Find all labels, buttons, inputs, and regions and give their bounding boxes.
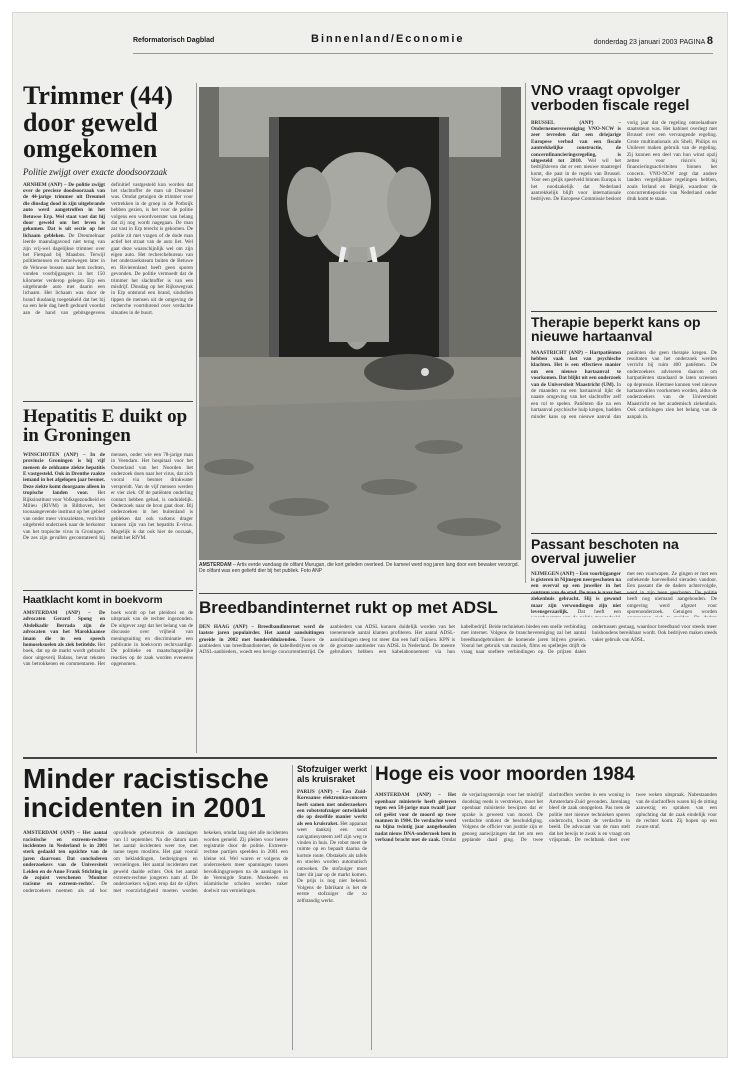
article-minder (23, 765, 288, 1050)
lead-paragraph: DEN HAAG (ANP) – Breedbandinternet werd de laatste jaren populairder. Het aantal aansluitingen groeide in 2002 met honderdduizenden. (199, 623, 324, 643)
article-body (531, 350, 717, 420)
body-text: De onderzoekers noemen als ad hoc opvallende gebeurtenis de aanslagen van 11 september. Na die datum nam het aantal incidenten weer toe, met name tegen moslims. Het gaat vooral om bekladdingen, bedreigingen en vernielingen. Het aantal incidenten met geweld daalde echter. Ook het aantal extreem-rechtse jongeren nam af. De onderzoekers wijzen erop dat de cijfers met voorzichtigheid moeten worden bekeken, omdat lang niet alle incidenten worden gemeld. Zij pleiten voor betere registratie door de politie. Extreem-rechtse partijen speelden in 2001 een kleine rol. Wel waren er volgens de onderzoekers meer spanningen tussen bevolkingsgroepen na de aanslagen in de Verenigde Staten. Moskeeën en islamitische scholen werden vaker doelwit van vernielingen. (23, 830, 288, 894)
issue-date: donderdag 23 januari 2003 PAGINA 8 (593, 35, 713, 47)
body-text: Wel wil het bedrijfsleven dat er een nieuwe maatregel komt, die past in de regels van Brussel. Voor een gelijk speelveld binnen Europa is het noodzakelijk dat Nederland aantrekkelijk blijft voor internationale bedrijven. De Europese Commissie besloot vorig jaar dat de regeling ontoelaatbare staatssteun was. Het kabinet overlegt met Brussel over een vervangende regeling. Grote multinationals als Shell, Philips en Unilever maken gebruik van de regeling. Zij kunnen een deel van hun winst opzij zetten voor risico's bij financieringsactiviteiten binnen het concern. VNO-NCW zegt dat andere landen vergelijkbare regelingen hebben, zoals Ierland en België, waardoor de concurrentiepositie van Nederland onder druk komt te staan. (531, 119, 717, 203)
caption-label: AMSTERDAM (199, 562, 232, 568)
elephant-image (199, 87, 521, 560)
lead-paragraph: NIJMEGEN (ANP) – Een voorbijganger is gisteren in Nijmegen neergeschoten na een overval op een juwelier in het ziekenhuis gebracht. Hij is gewond maar zijn verwondingen zijn niet levensgevaarlijk. (531, 570, 621, 615)
article-vno (531, 83, 717, 308)
lead-paragraph: WINSCHOTEN (ANP) – In de provincie Groningen is bij vijf mensen de zeldzame ziekte hepatitis E vastgesteld. Ook in Drenthe raakte iemand in het afgelopen jaar besmet. Deze ziekte komt doorgaans alleen in tropische landen voor. (23, 451, 105, 497)
body-text: De Dreumelnaar leerde maandagavond niet terug van zijn vrij-wel dagelijkse trimtoer over het Fietspad bij Maasbos. Terwijl politiemensen en hemelwegen later in de Veluwse bossen naar hem zochten, vonden voorbijgangers in het 150 kilometer verderop gelegen Erp een uitgebrande auto met daarin een lichaam. Het lichaam was door de brand dusdanig toegetakeld dat het bij na een hele dag heeft geduurd voordat aan de hand van gebitsgegevens definitief vastgesteld kon worden dat het slachtoffer de man uit Dreumel was. Omdat getuigen de trimmer voor vertrekken in de groep in de Potbuijk hebben gezien, is het voor de politie volgens een woordvoerster van belang dat zij nog wordt nagegaan. De man zat vast in Erp terecht is gekomen. De politie zit met vragen of de dode man actief het straat van de auto liet. Wel gaat deze waarschijnlijk wel om zijn eigen auto. Het recherchebureau van het onderzoeksteam buiten de Betuwe en Rivierenland heeft geen sporen gevonden. De politie vermoedt dat de trimmer het slachtoffer is van een misdrijf. Dinsdag op het Rijkswegvak in Erp ontstond een brand, sindsdien tippen de mensen uit de omgeving de recherche voortdurend over verdachte situaties in de buurt. (23, 181, 193, 316)
divider (199, 593, 717, 594)
column-divider (292, 765, 293, 1050)
divider (23, 757, 717, 759)
headline: VNO vraagt opvolger verboden fiscale regel (531, 83, 690, 115)
lead-paragraph: AMSTERDAM (ANP) – De advocaten Gerard Spong en Abdelkadir Berrada zijn de advocaten van het Marokkaanse imam die in een speech homoseksuelen als ziek betitelde. (23, 610, 105, 649)
lead-paragraph: BRUSSEL (ANP) – Ondernemersvereniging VNO-NCW is zeer tevreden dat een driejarige Europese verbod van een fiscale aantrekkelijke constructie, de concernfinancieringsregeling, is uitgesteld tot 2010. (531, 119, 621, 165)
divider (531, 533, 717, 534)
masthead (133, 31, 713, 54)
article-adsl (199, 593, 717, 753)
article-body (531, 120, 717, 203)
caption-text: – Artis eerde vandaag de olifant Murugan, die kort geleden overleed. De kameel werd nog jaren lang door een bewaker verzorgd. De olifant was een geliefd dier bij het publiek. Foto ANP (199, 562, 519, 574)
article-body (23, 610, 193, 668)
body-text: Het apparaat weet dankzij een soort navigatiesysteem zelf zijn weg te vinden in huis. De robot meet de ruimte op en bepaalt daarna de kortste route. Obstakels als tafels en stoelen worden automatisch ontweken. De stofzuiger moet later dit jaar op de markt komen. De prijs is nog niet bekend. Volgens de fabrikant is het de eerste stofzuiger die zo zelfstandig werkt. (297, 820, 367, 904)
article-hepatitis (23, 407, 193, 587)
body-text: In de maanden na een hartaanval lijkt de naaste omgeving van het slachtoffer zelf een rol te spelen. Patiënten die na een hartaanval psychische hulp kregen, hadden minder kans op een nieuwe aanval dan patiënten die geen therapie kregen. De resultaten van het onderzoek werden verricht bij ruim 400 patiënten. De onderzoekers adviseren daarom om hartpatiënten standaard te laten screenen op depressie. Hiermee kunnen veel nieuwe hartaanvallen voorkomen worden, aldus de onderzoekers van de Universiteit Maastricht en het academisch ziekenhuis. Ook cardiologen zien het belang van de aanpak in. (531, 349, 717, 420)
elephant-photo (199, 87, 521, 560)
lead-paragraph: MAASTRICHT (ANP) – Hartpatiënten hebben vaak last van psychische klachten. Het is een effectieve manier om een nieuwe hartaanval te voorkomen. Dat blijkt uit een onderzoek van de Universiteit Maastricht (UM). (531, 349, 621, 388)
article-stofzuiger (297, 765, 367, 1050)
lead-paragraph: PARIJS (ANP) – Een Zuid-Koreaanse elektronica-concern heeft samen met onderzoekers een robotstofzuiger ontwikkeld die op dezelfde manier werkt als een kruisraket. (297, 788, 367, 827)
body-text: Het boek, dat op de markt wordt gebracht door uitgeverij Balans, bevat teksten van betrokkenen en commentaren. Het boek wordt op het pleidooi en de uitspraak van de rechter ingezonden. De uitgever zegt dat het belang van de discussie over vrijheid van meningsuiting en discriminatie een publicatie in boekvorm rechtvaardigt. De politieke en maatschappelijke reacties op de zaak worden eveneens opgenomen. (23, 610, 193, 668)
page-number: 8 (706, 35, 713, 47)
lead-paragraph: ARNHEM (ANP) – De politie zwijgt over de precieze doodsoorzaak van de 44-jarige trimmer uit Dreumel die dinsdag dood in zijn uitgebrande auto werd aangetroffen in het Betuwse Erp. Wel staat vast dat hij door geweld om het leven is gekomen. Dat is uit sectie op het lichaam gebleken. (23, 181, 105, 239)
article-body (23, 452, 193, 542)
headline: Haatklacht komt in boekvorm (23, 595, 163, 606)
article-haatklacht (23, 595, 193, 747)
article-therapie (531, 315, 717, 530)
headline: Hoge eis voor moorden 1984 (375, 765, 635, 785)
article-body (375, 792, 717, 843)
divider (531, 311, 717, 312)
headline: Stofzuiger werkt als kruisraket (297, 765, 367, 784)
column-divider (525, 83, 526, 583)
article-hoge-eis (375, 765, 717, 1050)
lead-paragraph: AMSTERDAM (ANP) – Het openbaar ministerie heeft gisteren tegen een 58-jarige man twaalf jaar cel geëist voor de moord op twee mannen in 1984. De verdachte werd na bijna twintig jaar aangehouden nadat nieuw DNA-onderzoek hem in verband bracht met de zaak. (375, 792, 456, 844)
article-body (23, 182, 193, 317)
photo-caption (199, 562, 521, 574)
section-title: Binnenland/Economie (311, 33, 465, 45)
headline: Passant beschoten na overval juwelier (531, 537, 679, 567)
column-divider (196, 83, 197, 753)
column-divider (371, 765, 372, 1050)
body-text: Dat heeft een met een vuurwapen. Ze gingen er met een onbekende hoeveelheid sieraden vandoor. Een passant die de daders achtervolgde, heeft nog niemand aangehouden. De omgeving werd afgezet voor sporenonderzoek. Getuigen worden (577, 570, 717, 615)
body-text: Omdat de verjaringstermijn voor het misdrijf doodslag reeds is verstreken, moet het openbaar ministerie bewijzen dat er sprake is geweest van moord. De verdachte ontkent de beschuldiging. Volgens de officier van justitie zijn er genoeg aanwijzingen dat het om een geplande daad ging. De twee slachtoffers werden in een woning in Amsterdam-Zuid gevonden. Jarenlang bleef de zaak onopgelost. Pas toen de politie met nieuwe technieken sporen onderzocht, kwam de verdachte in beeld. De advocaat van de man stelt dat het bewijs te zwak is en vraagt om vrijspraak. De rechtbank doet over twee weken uitspraak. Nabestaanden van de slachtoffers waren bij de zitting aanwezig en spraken van een opluchting dat de zaak eindelijk voor de rechter komt. Zij hopen op een zware straf. (441, 792, 717, 844)
headline: Hepatitis E duikt op in Groningen (23, 407, 188, 447)
article-body (199, 624, 717, 656)
newspaper-page (12, 12, 728, 1058)
divider (23, 590, 193, 591)
article-trimmer (23, 83, 193, 413)
divider (23, 401, 193, 402)
body-text: Het Rijksinstituut voor Volksgezondheid en Milieu (RIVM) in Bilthoven, het toonaangevende instituut op het gebied van onder meer virusziekten, verrichte uitgebreid onderzoek naar de herkomst van het tropische virus in Groningen. De zes zijn gevallen geconstateerd bij mensen, onder wie een 78-jarige man in Veendam. Het hospitaal voor het Oosterland van het Noorden liet onderzoek doen naar het virus, dat zich vooral via besmet drinkwater verspreidt. Van de vijf mensen werden er vier ziek. Of de patiënten onderling contact hebben gehad, is onduidelijk. Onderzoek naar de bron gaat door. Bij onderzoeken in het buitenland is gebleken dat ook varkens drager kunnen zijn van het hepatitis E-virus. Mogelijk is dat ook hier de oorzaak, meldt het RIVM. (23, 451, 193, 542)
headline: Therapie beperkt kans op nieuwe hartaanval (531, 315, 701, 345)
article-body (297, 789, 367, 904)
lead-paragraph: AMSTERDAM (ANP) – Het aantal racistische en extreem-rechtse incidenten in Nederland is in 2001 sterk gedaald ten opzichte van de jaren daarvoor. Dat concluderen onderzoekers van de Universiteit Leiden en de Anne Frank Stichting in de zojuist verschenen 'Monitor racisme en extreem-rechts'. (23, 830, 108, 888)
paper-name: Reformatorisch Dagblad (133, 37, 215, 44)
article-body (23, 830, 288, 894)
kicker: Politie zwijgt over exacte doodsoorzaak (23, 166, 167, 177)
headline: Breedbandinternet rukt op met ADSL (199, 598, 498, 617)
body-text: Tussen de aanbieders van breedbandinternet, de kabelbedrijven en de ADSL-aanbieders, woedt een hevige concurrentiestrijd. De aanbieders van ADSL kunnen duidelijk worden van het toenemende aantal klanten profiteren. Het aantal ADSL-aansluitingen steeg tot meer dan een half miljoen. KPN is de grootste aanbieder van ADSL in Nederland. De meeste gebruikers hebben een kabelabonnement via hun kabelbedrijf. Beide technieken bieden een snelle verbinding met internet. Volgens de branchevereniging zal het aantal breedbandgebruikers de komende jaren blijven groeien. Vooral het gebruik van muziek, films en spelletjes drijft de vraag naar snellere verbindingen op. De prijzen dalen ondertussen gestaag, waardoor breedband voor steeds meer huishoudens bereikbaar wordt. Ook bedrijven maken steeds vaker gebruik van ADSL. (199, 623, 717, 656)
headline: Trimmer (44) door geweld omgekomen (23, 83, 173, 164)
headline: Minder racistische incidenten in 2001 (23, 765, 269, 823)
